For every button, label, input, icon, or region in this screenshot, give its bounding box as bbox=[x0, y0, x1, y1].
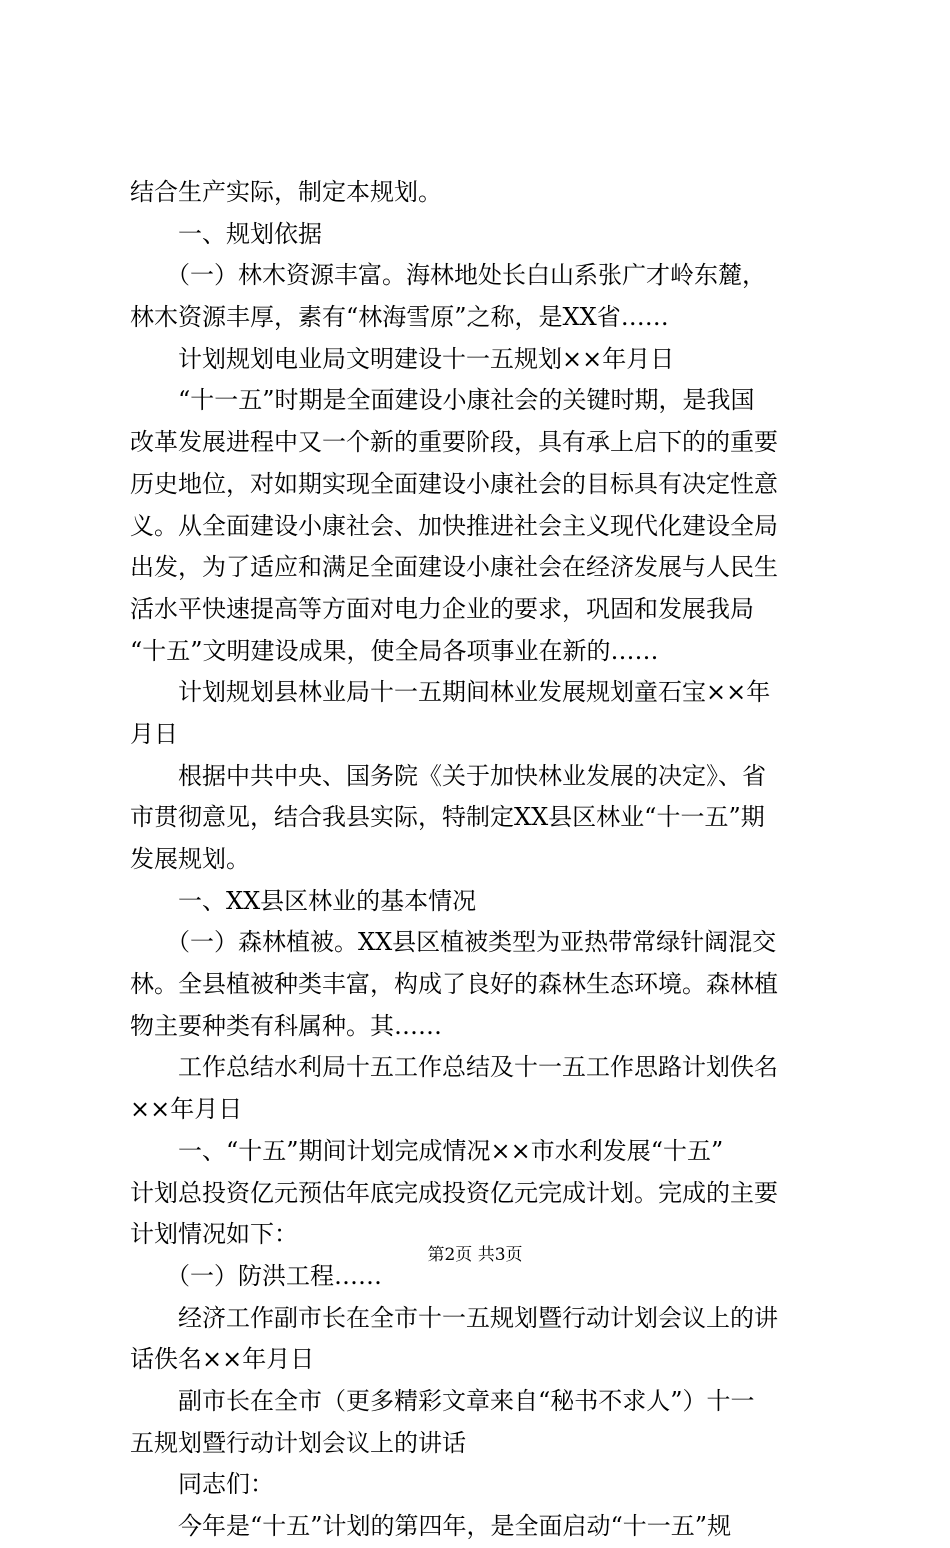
text-line: 林。全县植被种类丰富，构成了良好的森林生态环境。森林植 bbox=[130, 970, 778, 999]
text-line: 结合生产实际，制定本规划。 bbox=[130, 178, 442, 206]
text-line: 出发，为了适应和满足全面建设小康社会在经济发展与人民生 bbox=[130, 553, 778, 582]
text-line: 根据中共中央、国务院《关于加快林业发展的决定》、省 bbox=[130, 761, 766, 790]
text-line: 月日 bbox=[130, 719, 178, 748]
page-footer bbox=[0, 1244, 950, 1266]
text-line: 计划规划电业局文明建设十一五规划××年月日 bbox=[130, 344, 675, 373]
text-line: 一、“十五”期间计划完成情况××市水利发展“十五” bbox=[130, 1136, 724, 1165]
text-line: “十一五”时期是全面建设小康社会的关键时期，是我国 bbox=[130, 386, 755, 415]
text-line: 改革发展进程中又一个新的重要阶段，具有承上启下的的重要 bbox=[130, 428, 778, 457]
text-line: 发展规划。 bbox=[130, 845, 250, 873]
text-line: （一）林木资源丰富。海林地处长白山系张广才岭东麓， bbox=[130, 261, 766, 290]
text-line: 一、规划依据 bbox=[130, 219, 322, 248]
text-line: 经济工作副市长在全市十一五规划暨行动计划会议上的讲 bbox=[130, 1303, 778, 1332]
text-line: 计划总投资亿元预估年底完成投资亿元完成计划。完成的主要 bbox=[130, 1178, 778, 1207]
text-line: 活水平快速提高等方面对电力企业的要求，巩固和发展我局 bbox=[130, 594, 754, 623]
text-line: 义。从全面建设小康社会、加快推进社会主义现代化建设全局 bbox=[130, 511, 778, 540]
text-line: 今年是“十五”计划的第四年，是全面启动“十一五”规 bbox=[130, 1512, 732, 1540]
text-line: “十五”文明建设成果，使全局各项事业在新的…… bbox=[130, 636, 659, 665]
text-line: （一）防洪工程…… bbox=[130, 1261, 382, 1290]
text-line: 副市长在全市（更多精彩文章来自“秘书不求人”）十一 bbox=[130, 1386, 755, 1415]
text-line: 同志们： bbox=[130, 1470, 274, 1499]
text-line: 工作总结水利局十五工作总结及十一五工作思路计划佚名 bbox=[130, 1053, 778, 1082]
text-line: 话佚名××年月日 bbox=[130, 1345, 315, 1374]
page-number: 第2页 共3页 bbox=[427, 1245, 523, 1265]
text-line: 历史地位，对如期实现全面建设小康社会的目标具有决定性意 bbox=[130, 469, 778, 498]
text-line: 五规划暨行动计划会议上的讲话 bbox=[130, 1428, 466, 1457]
document-body bbox=[130, 172, 830, 1548]
text-line: 计划情况如下： bbox=[130, 1220, 298, 1249]
text-line: 物主要种类有科属种。其…… bbox=[130, 1011, 442, 1040]
text-line: 林木资源丰厚，素有“林海雪原”之称，是XX省…… bbox=[130, 303, 669, 332]
text-line: 市贯彻意见，结合我县实际，特制定XX县区林业“十一五”期 bbox=[130, 803, 765, 832]
text-line: ××年月日 bbox=[130, 1095, 243, 1124]
text-line: 计划规划县林业局十一五期间林业发展规划童石宝××年 bbox=[130, 678, 771, 707]
text-line: （一）森林植被。XX县区植被类型为亚热带常绿针阔混交 bbox=[130, 928, 777, 957]
text-line: 一、XX县区林业的基本情况 bbox=[130, 886, 477, 915]
